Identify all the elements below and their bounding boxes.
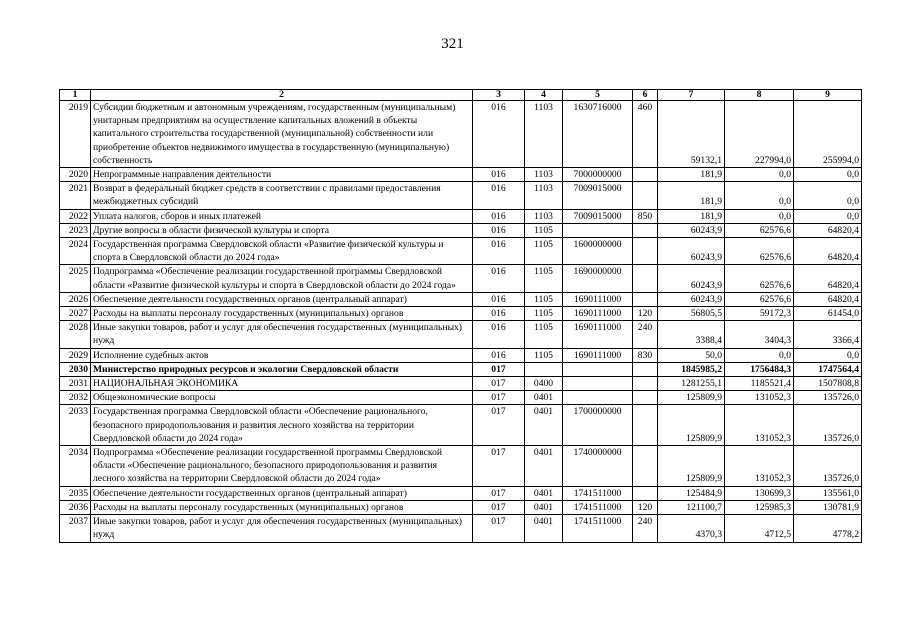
item-name-cell: Подпрограмма «Обеспечение реализации государственной программы Свердловской области «Развитие физической культуры и спорта в Свердловской области до 2024 года» — [91, 265, 473, 292]
ministry-code-cell: 016 — [473, 292, 525, 306]
table-row — [60, 238, 862, 265]
amount-2022-cell: 1845985,2 — [658, 362, 725, 376]
amount-2024-cell: 64820,4 — [794, 265, 862, 292]
expense-type-cell: 830 — [633, 348, 658, 362]
amount-2024-cell: 135726,0 — [794, 391, 862, 405]
item-name-cell: Государственная программа Свердловской области «Обеспечение рационального, безопасного природопользования и развития лесного хозяйства на территории Свердловской области до 2024 года» — [91, 405, 473, 446]
item-name-cell: Обеспечение деятельности государственных органов (центральный аппарат) — [91, 292, 473, 306]
expense-type-cell — [633, 446, 658, 487]
table-row — [60, 209, 862, 223]
section-code-cell: 1105 — [525, 265, 563, 292]
target-code-cell: 7000000000 — [563, 168, 633, 182]
amount-2022-cell: 181,9 — [658, 168, 725, 182]
section-code-cell: 1103 — [525, 101, 563, 168]
expense-type-cell: 240 — [633, 321, 658, 348]
item-name-cell: Расходы на выплаты персоналу государственных (муниципальных) органов — [91, 500, 473, 514]
ministry-code-cell: 017 — [473, 500, 525, 514]
table-row — [60, 515, 862, 542]
page-number: 321 — [441, 36, 464, 52]
item-name-cell: Расходы на выплаты персоналу государственных (муниципальных) органов — [91, 307, 473, 321]
amount-2022-cell: 56805,5 — [658, 307, 725, 321]
item-name-cell: Исполнение судебных актов — [91, 348, 473, 362]
row-number-cell: 2031 — [60, 377, 91, 391]
amount-2022-cell: 4370,3 — [658, 515, 725, 542]
amount-2022-cell: 121100,7 — [658, 500, 725, 514]
row-number-cell: 2036 — [60, 500, 91, 514]
ministry-code-cell: 016 — [473, 238, 525, 265]
amount-2022-cell: 60243,9 — [658, 238, 725, 265]
item-name-cell: Обеспечение деятельности государственных органов (центральный аппарат) — [91, 486, 473, 500]
row-number-cell: 2022 — [60, 209, 91, 223]
amount-2023-cell: 1185521,4 — [725, 377, 794, 391]
target-code-cell — [563, 362, 633, 376]
amount-2024-cell: 64820,4 — [794, 292, 862, 306]
target-code-cell — [563, 377, 633, 391]
table-row — [60, 486, 862, 500]
column-header: 5 — [563, 90, 633, 101]
expense-type-cell: 240 — [633, 515, 658, 542]
target-code-cell: 1690111000 — [563, 292, 633, 306]
expense-type-cell — [633, 265, 658, 292]
expense-type-cell — [633, 377, 658, 391]
amount-2023-cell: 62576,6 — [725, 292, 794, 306]
target-code-cell — [563, 391, 633, 405]
item-name-cell: Возврат в федеральный бюджет средств в соответствии с правилами предоставления межбюджетных субсидий — [91, 182, 473, 209]
section-code-cell: 0401 — [525, 486, 563, 500]
target-code-cell: 1690111000 — [563, 348, 633, 362]
ministry-code-cell: 017 — [473, 405, 525, 446]
amount-2022-cell: 59132,1 — [658, 101, 725, 168]
section-code-cell: 1103 — [525, 182, 563, 209]
amount-2022-cell: 181,9 — [658, 182, 725, 209]
section-code-cell: 0400 — [525, 377, 563, 391]
row-number-cell: 2023 — [60, 223, 91, 237]
target-code-cell: 1630716000 — [563, 101, 633, 168]
amount-2024-cell: 4778,2 — [794, 515, 862, 542]
row-number-cell: 2019 — [60, 101, 91, 168]
row-number-cell: 2029 — [60, 348, 91, 362]
section-code-cell: 0401 — [525, 446, 563, 487]
column-header: 7 — [658, 90, 725, 101]
row-number-cell: 2034 — [60, 446, 91, 487]
item-name-cell: Государственная программа Свердловской области «Развитие физической культуры и спорта в Свердловской области до 2024 года» — [91, 238, 473, 265]
section-code-cell: 1103 — [525, 209, 563, 223]
section-code-cell: 0401 — [525, 405, 563, 446]
amount-2023-cell: 0,0 — [725, 209, 794, 223]
table-row — [60, 362, 862, 376]
row-number-cell: 2028 — [60, 321, 91, 348]
table-row — [60, 321, 862, 348]
amount-2023-cell: 62576,6 — [725, 223, 794, 237]
row-number-cell: 2024 — [60, 238, 91, 265]
target-code-cell: 7009015000 — [563, 182, 633, 209]
column-header: 1 — [60, 90, 91, 101]
table-row — [60, 168, 862, 182]
amount-2023-cell: 3404,3 — [725, 321, 794, 348]
table-row — [60, 500, 862, 514]
amount-2023-cell: 1756484,3 — [725, 362, 794, 376]
amount-2023-cell: 62576,6 — [725, 238, 794, 265]
table-row — [60, 391, 862, 405]
row-number-cell: 2030 — [60, 362, 91, 376]
item-name-cell: Другие вопросы в области физической культуры и спорта — [91, 223, 473, 237]
row-number-cell: 2032 — [60, 391, 91, 405]
amount-2023-cell: 4712,5 — [725, 515, 794, 542]
expense-type-cell — [633, 238, 658, 265]
item-name-cell: Непрограммные направления деятельности — [91, 168, 473, 182]
row-number-cell: 2033 — [60, 405, 91, 446]
amount-2023-cell: 227994,0 — [725, 101, 794, 168]
amount-2024-cell: 0,0 — [794, 182, 862, 209]
amount-2022-cell: 50,0 — [658, 348, 725, 362]
amount-2024-cell: 64820,4 — [794, 223, 862, 237]
section-code-cell: 0401 — [525, 500, 563, 514]
column-header: 2 — [91, 90, 473, 101]
amount-2024-cell: 0,0 — [794, 348, 862, 362]
expense-type-cell — [633, 405, 658, 446]
amount-2023-cell: 62576,6 — [725, 265, 794, 292]
header-row — [60, 90, 862, 101]
amount-2023-cell: 131052,3 — [725, 405, 794, 446]
ministry-code-cell: 016 — [473, 307, 525, 321]
expense-type-cell: 460 — [633, 101, 658, 168]
target-code-cell: 1741511000 — [563, 515, 633, 542]
column-header: 6 — [633, 90, 658, 101]
column-header: 9 — [794, 90, 862, 101]
amount-2023-cell: 0,0 — [725, 182, 794, 209]
target-code-cell: 1600000000 — [563, 238, 633, 265]
amount-2024-cell: 64820,4 — [794, 238, 862, 265]
expense-type-cell — [633, 223, 658, 237]
table-row — [60, 405, 862, 446]
section-code-cell: 1103 — [525, 168, 563, 182]
expense-type-cell: 120 — [633, 500, 658, 514]
amount-2024-cell: 1747564,4 — [794, 362, 862, 376]
section-code-cell: 1105 — [525, 292, 563, 306]
ministry-code-cell: 016 — [473, 209, 525, 223]
table-body — [60, 101, 862, 543]
target-code-cell: 1741511000 — [563, 500, 633, 514]
item-name-cell: Иные закупки товаров, работ и услуг для обеспечения государственных (муниципальных) нужд — [91, 321, 473, 348]
amount-2022-cell: 1281255,1 — [658, 377, 725, 391]
ministry-code-cell: 017 — [473, 391, 525, 405]
table-row — [60, 292, 862, 306]
ministry-code-cell: 016 — [473, 168, 525, 182]
ministry-code-cell: 016 — [473, 265, 525, 292]
amount-2024-cell: 61454,0 — [794, 307, 862, 321]
amount-2024-cell: 130781,9 — [794, 500, 862, 514]
item-name-cell: Подпрограмма «Обеспечение реализации государственной программы Свердловской области «Обеспечение рационального, безопасного природопользования и развития лесного хозяйства на территории Свердловской области до 2024 года» — [91, 446, 473, 487]
target-code-cell: 1690111000 — [563, 307, 633, 321]
ministry-code-cell: 016 — [473, 101, 525, 168]
amount-2022-cell: 125809,9 — [658, 405, 725, 446]
table-row — [60, 265, 862, 292]
target-code-cell: 1690000000 — [563, 265, 633, 292]
table-row — [60, 348, 862, 362]
amount-2024-cell: 3366,4 — [794, 321, 862, 348]
amount-2022-cell: 60243,9 — [658, 292, 725, 306]
row-number-cell: 2035 — [60, 486, 91, 500]
item-name-cell: Министерство природных ресурсов и экологии Свердловской области — [91, 362, 473, 376]
expense-type-cell — [633, 292, 658, 306]
table-row — [60, 182, 862, 209]
section-code-cell: 1105 — [525, 223, 563, 237]
row-number-cell: 2026 — [60, 292, 91, 306]
amount-2022-cell: 60243,9 — [658, 223, 725, 237]
expense-type-cell: 120 — [633, 307, 658, 321]
section-code-cell: 1105 — [525, 238, 563, 265]
amount-2022-cell: 3388,4 — [658, 321, 725, 348]
item-name-cell: Субсидии бюджетным и автономным учреждениям, государственным (муниципальным) унитарным предприятиям на осуществление капитальных вложений в объекты капитального строительства государственной (муниципальной) собственности или приобретение объектов недвижимого имущества в государственную (муниципальную) собственность — [91, 101, 473, 168]
section-code-cell: 0401 — [525, 515, 563, 542]
ministry-code-cell: 017 — [473, 377, 525, 391]
amount-2024-cell: 0,0 — [794, 168, 862, 182]
ministry-code-cell: 016 — [473, 182, 525, 209]
table-row — [60, 223, 862, 237]
item-name-cell: НАЦИОНАЛЬНАЯ ЭКОНОМИКА — [91, 377, 473, 391]
table-row — [60, 377, 862, 391]
ministry-code-cell: 017 — [473, 446, 525, 487]
target-code-cell: 1690111000 — [563, 321, 633, 348]
amount-2024-cell: 135561,0 — [794, 486, 862, 500]
amount-2022-cell: 60243,9 — [658, 265, 725, 292]
amount-2024-cell: 0,0 — [794, 209, 862, 223]
section-code-cell: 1105 — [525, 307, 563, 321]
amount-2024-cell: 255994,0 — [794, 101, 862, 168]
section-code-cell: 1105 — [525, 348, 563, 362]
column-header: 3 — [473, 90, 525, 101]
item-name-cell: Иные закупки товаров, работ и услуг для обеспечения государственных (муниципальных) нужд — [91, 515, 473, 542]
amount-2022-cell: 125484,9 — [658, 486, 725, 500]
row-number-cell: 2025 — [60, 265, 91, 292]
ministry-code-cell: 016 — [473, 348, 525, 362]
target-code-cell: 1700000000 — [563, 405, 633, 446]
item-name-cell: Уплата налогов, сборов и иных платежей — [91, 209, 473, 223]
row-number-cell: 2021 — [60, 182, 91, 209]
section-code-cell: 1105 — [525, 321, 563, 348]
expense-type-cell: 850 — [633, 209, 658, 223]
ministry-code-cell: 016 — [473, 321, 525, 348]
section-code-cell — [525, 362, 563, 376]
expense-type-cell — [633, 391, 658, 405]
ministry-code-cell: 016 — [473, 223, 525, 237]
column-header: 8 — [725, 90, 794, 101]
expense-type-cell — [633, 362, 658, 376]
target-code-cell: 1741511000 — [563, 486, 633, 500]
target-code-cell: 1740000000 — [563, 446, 633, 487]
amount-2023-cell: 59172,3 — [725, 307, 794, 321]
amount-2024-cell: 135726,0 — [794, 405, 862, 446]
amount-2022-cell: 181,9 — [658, 209, 725, 223]
table-row — [60, 307, 862, 321]
budget-table — [59, 89, 862, 543]
table-row — [60, 446, 862, 487]
column-header: 4 — [525, 90, 563, 101]
ministry-code-cell: 017 — [473, 515, 525, 542]
section-code-cell: 0401 — [525, 391, 563, 405]
row-number-cell: 2037 — [60, 515, 91, 542]
table-row — [60, 101, 862, 168]
target-code-cell — [563, 223, 633, 237]
expense-type-cell — [633, 168, 658, 182]
expense-type-cell — [633, 486, 658, 500]
amount-2023-cell: 131052,3 — [725, 446, 794, 487]
row-number-cell: 2020 — [60, 168, 91, 182]
expense-type-cell — [633, 182, 658, 209]
amount-2022-cell: 125809,9 — [658, 446, 725, 487]
amount-2023-cell: 130699,3 — [725, 486, 794, 500]
amount-2023-cell: 131052,3 — [725, 391, 794, 405]
ministry-code-cell: 017 — [473, 486, 525, 500]
ministry-code-cell: 017 — [473, 362, 525, 376]
amount-2023-cell: 0,0 — [725, 348, 794, 362]
row-number-cell: 2027 — [60, 307, 91, 321]
item-name-cell: Общеэкономические вопросы — [91, 391, 473, 405]
amount-2024-cell: 1507808,8 — [794, 377, 862, 391]
amount-2022-cell: 125809,9 — [658, 391, 725, 405]
target-code-cell: 7009015000 — [563, 209, 633, 223]
amount-2023-cell: 0,0 — [725, 168, 794, 182]
amount-2024-cell: 135726,0 — [794, 446, 862, 487]
amount-2023-cell: 125985,3 — [725, 500, 794, 514]
